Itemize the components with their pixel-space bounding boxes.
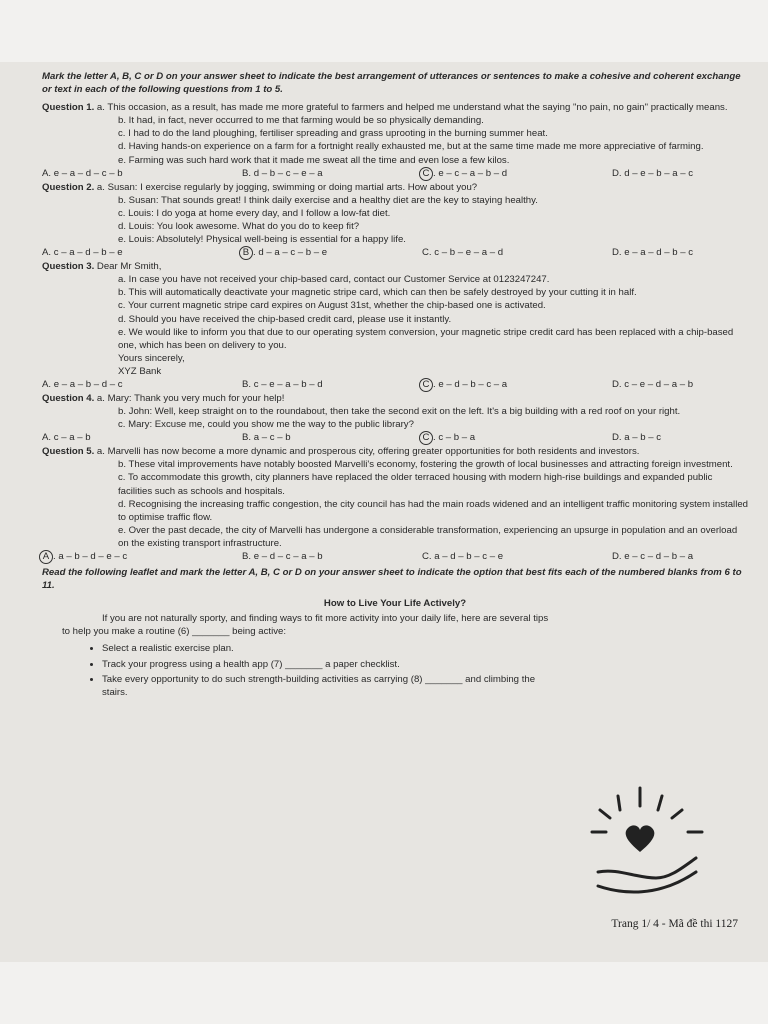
question-line (42, 260, 748, 273)
question-label: Question 3. (42, 261, 95, 273)
question-line: e. Farming was such hard work that it made me sweat all the time and even lose a few kilos. (118, 154, 510, 166)
leaflet-bullet: • Track your progress using a health app (7) _______ a paper checklist. (102, 658, 552, 671)
answer-options (42, 246, 748, 260)
answer-option[interactable]: A. c – a – b (42, 432, 91, 444)
question-line: b. John: Well, keep straight on to the roundabout, then take the second exit on the left. It's a big building with a red roof on your right. (118, 406, 681, 418)
question-line: d. Should you have received the chip-based credit card, please use it instantly. (118, 313, 452, 325)
answer-option[interactable]: A. c – a – d – b – e (42, 247, 123, 259)
answer-circle-mark: A (39, 550, 53, 564)
answer-option[interactable]: D. e – c – d – b – a (612, 551, 694, 562)
answer-option[interactable]: D. e – a – d – b – c (612, 247, 694, 259)
question-list (42, 101, 748, 564)
leaflet (62, 612, 552, 699)
exam-page (0, 62, 768, 962)
heart-hand-icon (578, 782, 718, 902)
answer-option[interactable]: C. c – b – e – a – d (422, 247, 504, 259)
answer-option[interactable]: D. c – e – d – a – b (612, 378, 694, 390)
question-block (42, 260, 748, 392)
answer-options (42, 431, 748, 445)
answer-option[interactable]: D. a – b – c (612, 432, 662, 444)
question-text: a. This occasion, as a result, has made me more grateful to farmers and helped me understand what the saying "no pain, no gain" practically means. (96, 102, 728, 114)
question-line: d. Having hands-on experience on a farm for a fortnight really exhausted me, but at the same time made me more appreciative of farming. (118, 141, 704, 153)
leaflet-bullets (62, 642, 552, 698)
question-text: a. Susan: I exercise regularly by jogging, swimming or doing martial arts. How about you? (96, 181, 478, 193)
exam-content (42, 70, 748, 701)
answer-circle-mark: C (419, 167, 433, 181)
question-text: a. Mary: Thank you very much for your help! (96, 392, 285, 404)
page-footer: Trang 1/ 4 - Mã đề thi 1127 (611, 918, 738, 930)
question-text: a. Marvelli has now become a more dynamic and prosperous city, offering greater opportunities for both residents and investors. (96, 446, 640, 458)
instructions-part-2: Read the following leaflet and mark the letter A, B, C or D on your answer sheet to indicate the option that best fits each of the numbered blanks from 6 to 11. (42, 567, 742, 592)
question-line: b. These vital improvements have notably boosted Marvelli's economy, fostering the growth of local businesses and attracting foreign investment. (118, 459, 733, 471)
answer-circle-mark: B (239, 246, 253, 260)
question-label: Question 5. (42, 446, 95, 458)
answer-option[interactable]: D. d – e – b – a – c (612, 167, 694, 179)
answer-option[interactable]: B. c – e – a – b – d (242, 378, 323, 390)
answer-option[interactable]: C. a – d – b – c – e (422, 551, 504, 562)
question-line: c. Mary: Excuse me, could you show me the way to the public library? (118, 419, 414, 431)
question-line: c. I had to do the land ploughing, fertiliser spreading and grass uprooting in the burning summer heat. (118, 128, 548, 140)
answer-option[interactable]: C . c – b – a (422, 431, 612, 445)
answer-option[interactable]: B. d – b – c – e – a (242, 167, 323, 179)
question-line: c. To accommodate this growth, city planners have replaced the older terraced housing with modern high-rise buildings and expanded public facilities such as schools and hospitals. (118, 472, 713, 497)
question-line: e. Over the past decade, the city of Marvelli has undergone a considerable transformation, experiencing an upsurge in population and an overload on the existing transport infrastructure. (118, 524, 738, 549)
leaflet-bullet: • Take every opportunity to do such strength-building activities as carrying (8) _______ and climbing the stairs. (102, 673, 552, 699)
answer-options (42, 167, 748, 181)
question-line: d. Louis: You look awesome. What do you do to keep fit? (118, 220, 360, 232)
leaflet-title: How to Live Your Life Actively? (323, 598, 467, 610)
question-label: Question 4. (42, 392, 95, 404)
question-label: Question 2. (42, 181, 95, 193)
question-line (42, 101, 748, 114)
answer-circle-mark: C (419, 378, 433, 392)
leaflet-bullet: • Select a realistic exercise plan. (102, 642, 552, 655)
question-line: Yours sincerely, (118, 352, 185, 364)
leaflet-intro: If you are not naturally sporty, and finding ways to fit more activity into your daily life, here are several tips to help you make a routine (6) _______ being active: (62, 613, 549, 638)
instructions-part-1: Mark the letter A, B, C or D on your answer sheet to indicate the best arrangement of utterances or sentences to make a cohesive and coherent exchange or text in each of the following questions from 1 to 5. (42, 71, 741, 96)
question-line: e. We would like to inform you that due to our operating system conversion, your magnetic stripe credit card has been replaced with a chip-based one, which has been on delivery to you. (118, 326, 734, 351)
question-block (42, 101, 748, 180)
question-block (42, 392, 748, 445)
answer-option[interactable]: C . e – d – b – c – a (422, 378, 612, 392)
question-label: Question 1. (42, 102, 95, 114)
question-block (42, 445, 748, 564)
question-line: c. Your current magnetic stripe card expires on August 31st, whether the chip-based one is activated. (118, 300, 546, 312)
question-line: b. Susan: That sounds great! I think daily exercise and a healthy diet are the key to staying healthy. (118, 194, 538, 206)
answer-circle-mark: C (419, 431, 433, 445)
answer-options (42, 550, 748, 564)
question-text: Dear Mr Smith, (96, 261, 162, 273)
answer-option[interactable]: B. e – d – c – a – b (242, 551, 323, 562)
answer-option[interactable]: C . e – c – a – b – d (422, 167, 612, 181)
answer-option[interactable]: A. e – a – d – c – b (42, 167, 123, 179)
question-line (42, 181, 748, 194)
question-line: b. This will automatically deactivate your magnetic stripe card, which can then be safely destroyed by your cutting it in half. (118, 287, 637, 299)
question-line: XYZ Bank (118, 365, 162, 377)
question-block (42, 181, 748, 260)
answer-option[interactable]: B . d – a – c – b – e (242, 246, 422, 260)
question-line: b. It had, in fact, never occurred to me that farming would be so physically demanding. (118, 115, 484, 127)
question-line: e. Louis: Absolutely! Physical well-being is essential for a happy life. (118, 234, 406, 246)
answer-option[interactable]: A . a – b – d – e – c (42, 550, 242, 564)
question-line: d. Recognising the increasing traffic congestion, the city council has had the main roads widened and an intelligent traffic monitoring system installed to optimise traffic flow. (118, 498, 748, 523)
answer-option[interactable]: B. a – c – b (242, 432, 291, 444)
answer-option[interactable]: A. e – a – b – d – c (42, 378, 123, 390)
question-line (42, 392, 748, 405)
answer-options (42, 378, 748, 392)
question-line: c. Louis: I do yoga at home every day, and I follow a low-fat diet. (118, 207, 391, 219)
question-line: a. In case you have not received your chip-based card, contact our Customer Service at 0123247247. (118, 274, 550, 286)
question-line (42, 445, 748, 458)
